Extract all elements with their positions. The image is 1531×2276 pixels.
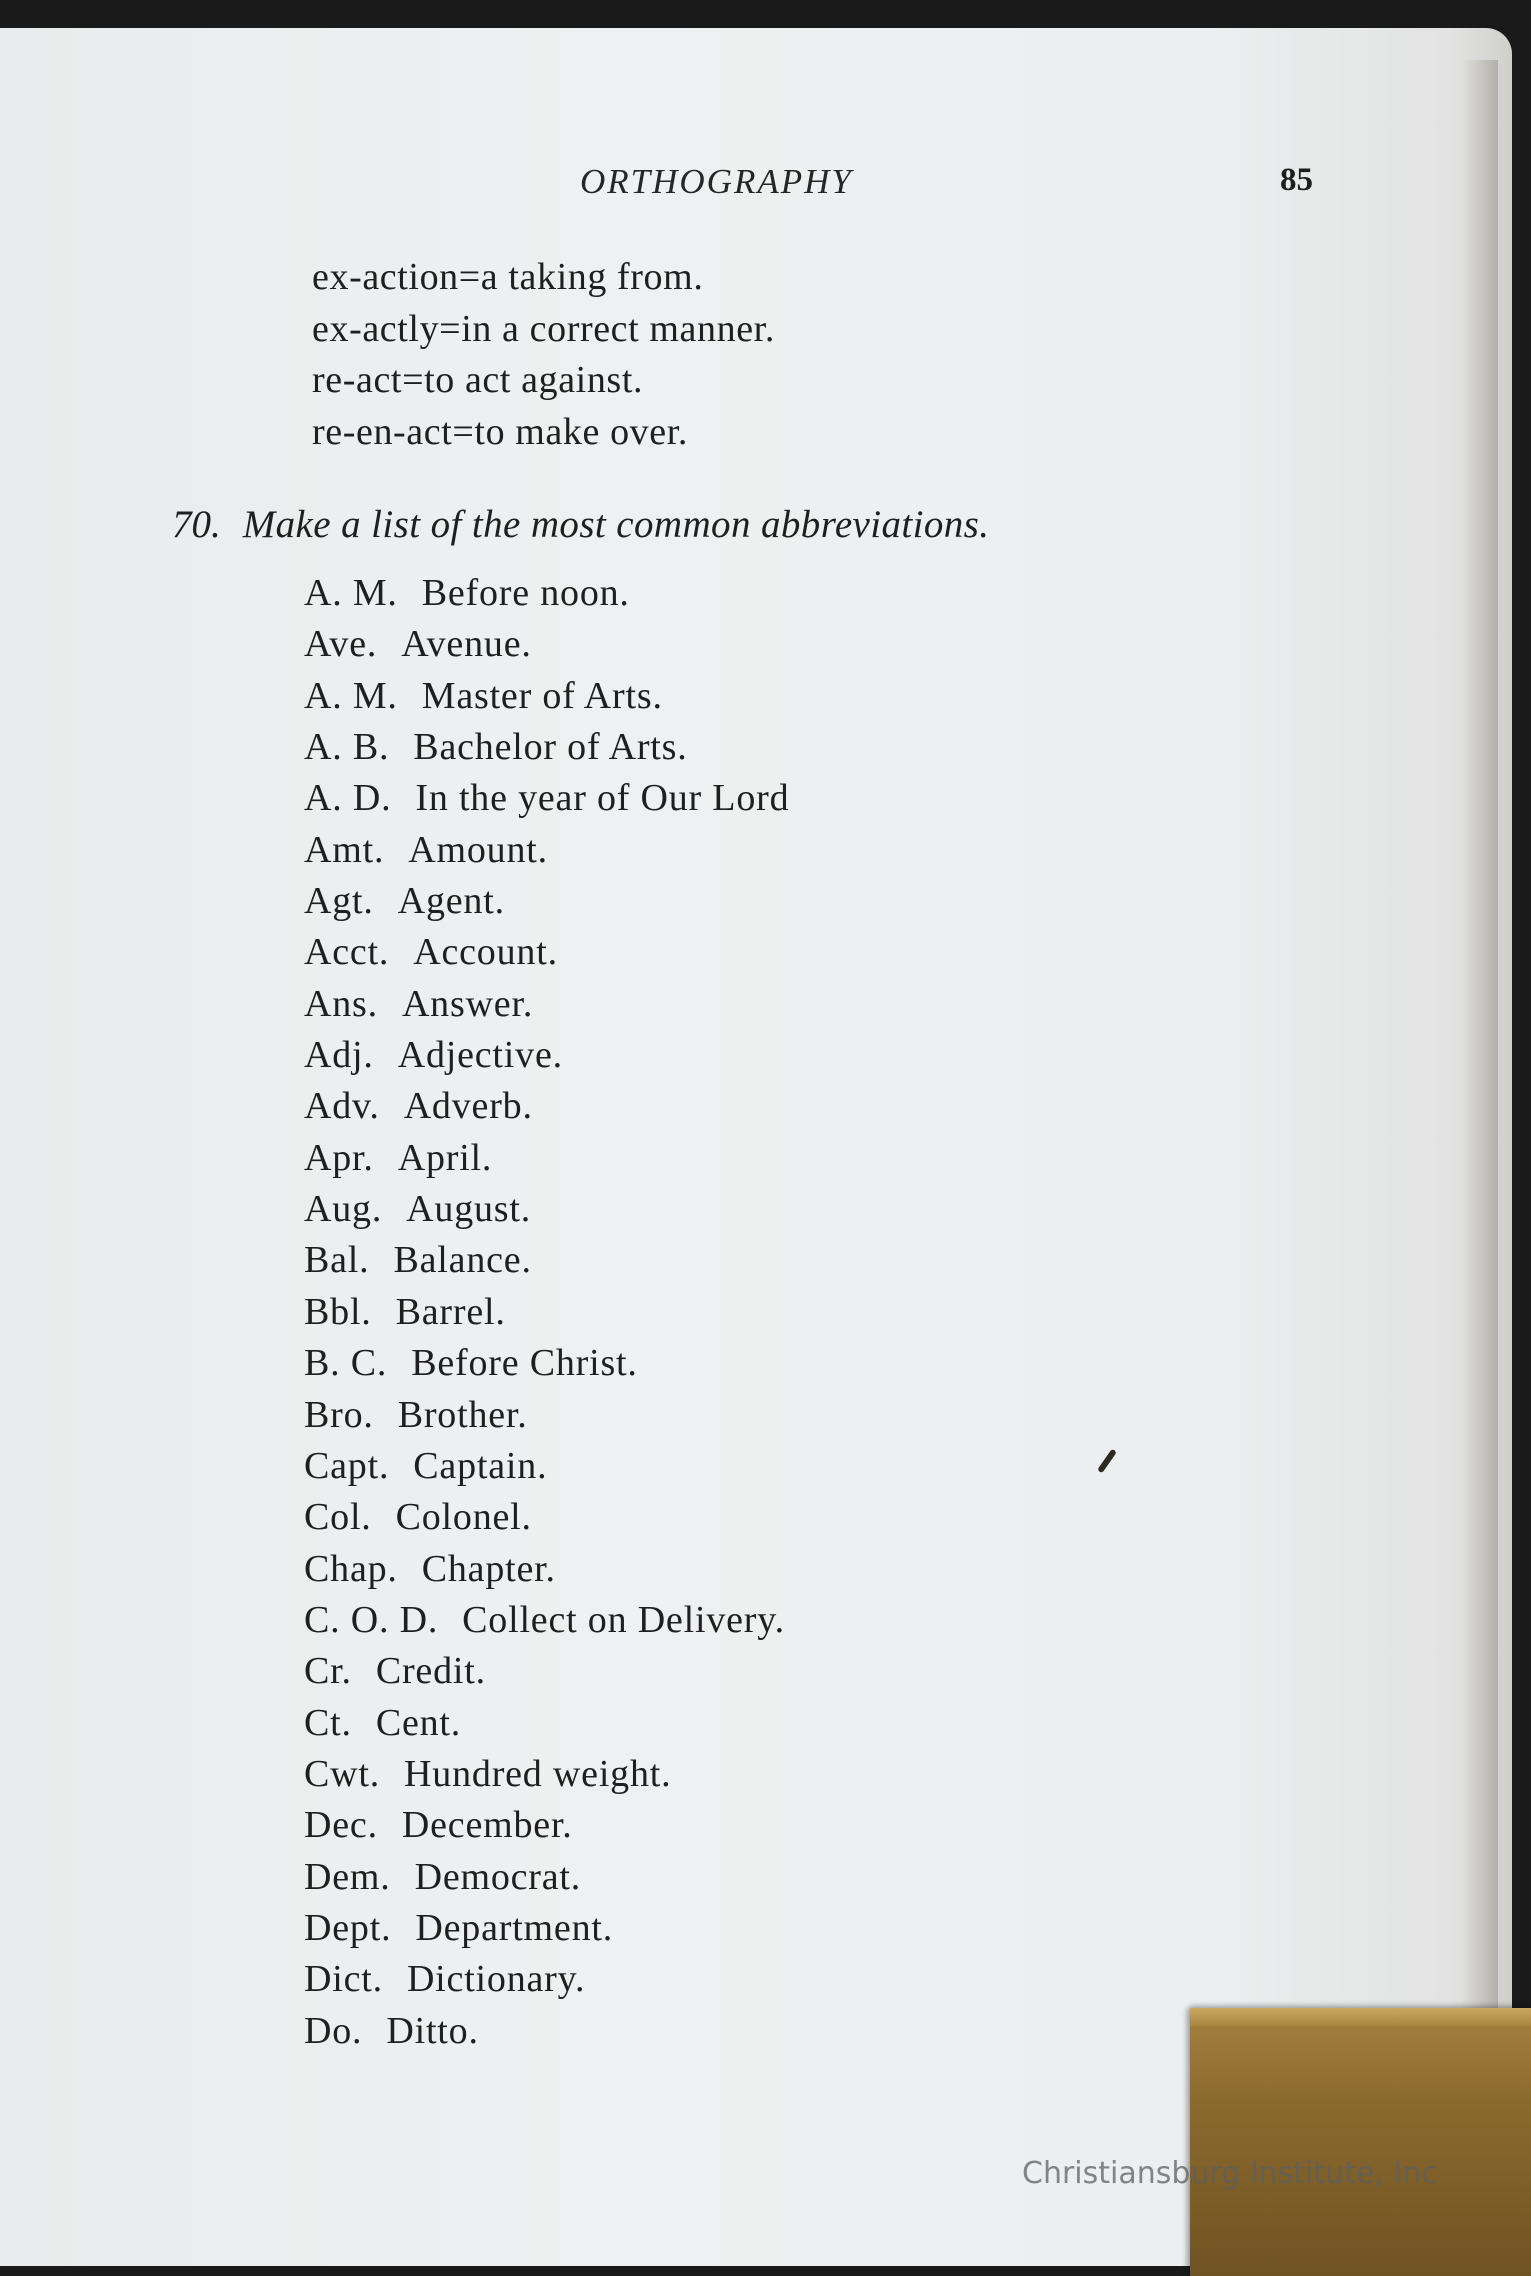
abbreviation: Adv. [304, 1085, 380, 1128]
brass-weight-top [1190, 2008, 1531, 2026]
brass-weight [1190, 2008, 1531, 2276]
abbreviation-meaning: Captain. [413, 1444, 548, 1487]
abbreviation-meaning: Chapter. [421, 1547, 556, 1590]
abbreviation-row [304, 1954, 789, 2005]
abbreviation-meaning: Democrat. [414, 1855, 582, 1898]
abbreviation-row [304, 1698, 789, 1749]
abbreviation-row [304, 876, 789, 927]
abbreviation: B. C. [304, 1342, 388, 1385]
abbreviation: A. D. [304, 777, 392, 820]
abbreviation: C. O. D. [304, 1598, 439, 1641]
intro-lines [312, 252, 775, 458]
abbreviation-row [304, 1030, 789, 1081]
abbreviation: Amt. [304, 828, 385, 871]
abbreviation-row [304, 1852, 789, 1903]
intro-line: re-en-act=to make over. [312, 410, 688, 453]
abbreviation-row [304, 1184, 789, 1235]
abbreviation-row [304, 1903, 789, 1954]
abbreviation-meaning: Brother. [397, 1393, 528, 1436]
page-number: 85 [1280, 162, 1313, 198]
abbreviation: Do. [304, 2009, 363, 2052]
abbreviation-meaning: Cent. [375, 1701, 462, 1744]
abbreviation-row [304, 722, 789, 773]
abbreviation-meaning: Collect on Delivery. [462, 1598, 785, 1641]
abbreviation-row [304, 1800, 789, 1851]
abbreviation: Cr. [304, 1650, 352, 1693]
abbreviation: A. M. [304, 674, 398, 717]
abbreviation-row [304, 1595, 789, 1646]
abbreviation-meaning: Answer. [401, 982, 534, 1025]
abbreviation-row [304, 619, 789, 670]
abbreviation-meaning: Before Christ. [411, 1342, 638, 1385]
abbreviation-meaning: Account. [413, 931, 558, 974]
abbreviation-meaning: Dictionary. [406, 1958, 586, 2001]
abbreviation: Dept. [304, 1906, 392, 1949]
abbreviation-list [304, 568, 789, 2057]
abbreviation-row [304, 1441, 789, 1492]
abbreviation-meaning: Barrel. [395, 1290, 506, 1333]
abbreviation: Ans. [304, 982, 378, 1025]
abbreviation-row [304, 1235, 789, 1286]
abbreviation: A. M. [304, 572, 398, 614]
page-edge-shadow [1462, 60, 1498, 2010]
abbreviation-meaning: August. [406, 1188, 532, 1231]
exercise-text: Make a list of the most common abbreviations. [242, 503, 990, 546]
abbreviation-meaning: Hundred weight. [404, 1752, 672, 1795]
abbreviation-meaning: Bachelor of Arts. [413, 726, 688, 769]
abbreviation-row [304, 1646, 789, 1697]
watermark: Christiansburg Institute, Inc [1022, 2156, 1438, 2191]
abbreviation: Adj. [304, 1034, 374, 1077]
abbreviation: Bal. [304, 1239, 370, 1282]
abbreviation-row [304, 1338, 789, 1389]
abbreviation-row [304, 671, 789, 722]
abbreviation-row [304, 1390, 789, 1441]
abbreviation-meaning: December. [401, 1804, 573, 1847]
abbreviation-meaning: Ditto. [386, 2009, 479, 2052]
abbreviation: Agt. [304, 880, 374, 923]
abbreviation-meaning: Agent. [397, 880, 505, 923]
abbreviation-meaning: Amount. [408, 828, 548, 871]
abbreviation: Ct. [304, 1701, 352, 1744]
abbreviation: Bbl. [304, 1290, 372, 1333]
abbreviation: Aug. [304, 1188, 383, 1231]
running-title: ORTHOGRAPHY [580, 162, 853, 201]
abbreviation: Dem. [304, 1855, 391, 1898]
abbreviation: Dec. [304, 1804, 378, 1847]
abbreviation-meaning: Adverb. [403, 1085, 533, 1128]
abbreviation-row [304, 979, 789, 1030]
exercise-heading [172, 502, 989, 547]
abbreviation-meaning: Master of Arts. [421, 674, 663, 717]
abbreviation: A. B. [304, 726, 390, 769]
abbreviation-row [304, 1544, 789, 1595]
abbreviation-row [304, 1287, 789, 1338]
abbreviation-meaning: April. [397, 1136, 493, 1179]
abbreviation-meaning: In the year of Our Lord [415, 777, 790, 820]
abbreviation-meaning: Credit. [375, 1650, 486, 1693]
abbreviation-meaning: Balance. [393, 1239, 532, 1282]
abbreviation-meaning: Adjective. [397, 1034, 563, 1077]
abbreviation-meaning: Department. [415, 1906, 614, 1949]
intro-line: ex-actly=in a correct manner. [312, 307, 775, 350]
abbreviation-row [304, 1081, 789, 1132]
abbreviation-row [304, 825, 789, 876]
abbreviation: Dict. [304, 1958, 383, 2001]
abbreviation: Col. [304, 1496, 372, 1539]
abbreviation-row [304, 773, 789, 824]
intro-line: ex-action=a taking from. [312, 256, 704, 298]
abbreviation-row [304, 927, 789, 978]
abbreviation-meaning: Before noon. [421, 572, 630, 614]
abbreviation: Ave. [304, 623, 378, 666]
abbreviation-meaning: Colonel. [395, 1496, 532, 1539]
abbreviation-meaning: Avenue. [401, 623, 532, 666]
abbreviation-row [304, 568, 789, 619]
abbreviation-row [304, 1492, 789, 1543]
abbreviation-row [304, 1133, 789, 1184]
abbreviation-row [304, 2006, 789, 2057]
abbreviation: Apr. [304, 1136, 374, 1179]
abbreviation: Chap. [304, 1547, 398, 1590]
abbreviation: Bro. [304, 1393, 374, 1436]
abbreviation: Acct. [304, 931, 390, 974]
abbreviation: Cwt. [304, 1752, 381, 1795]
intro-line: re-act=to act against. [312, 359, 644, 401]
abbreviation-row [304, 1749, 789, 1800]
abbreviation: Capt. [304, 1444, 390, 1487]
exercise-number: 70. [172, 503, 221, 546]
